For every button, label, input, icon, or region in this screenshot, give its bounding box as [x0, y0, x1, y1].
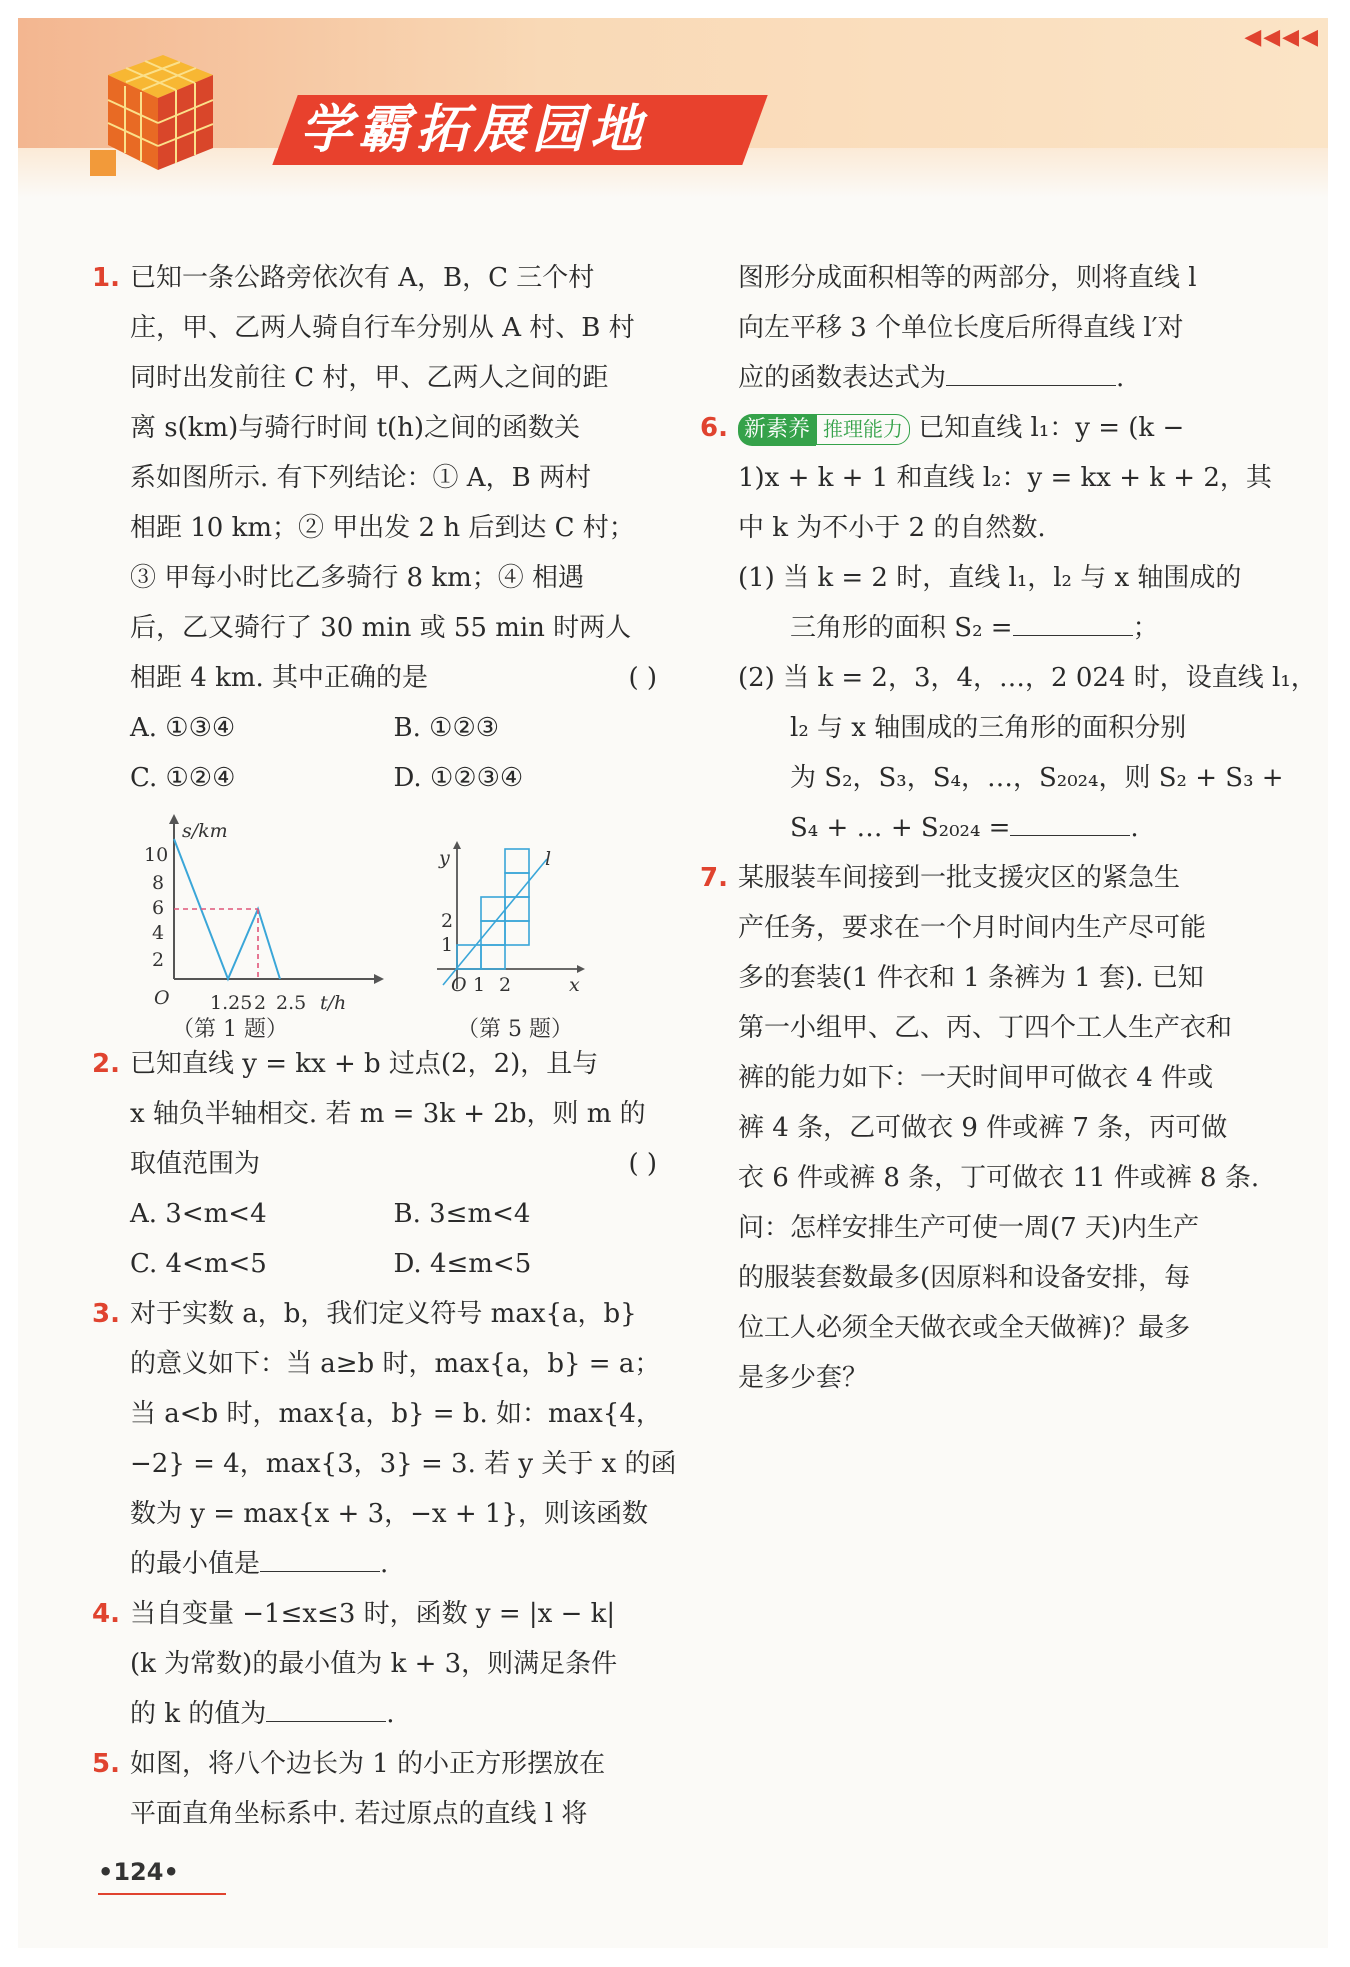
figure-5-graph — [427, 809, 597, 999]
question-line: 位工人必须全天做衣或全天做裤)？最多 — [738, 1313, 1191, 1343]
question-line — [130, 1539, 657, 1589]
period: . — [386, 1699, 395, 1729]
question-line: 1)x + k + 1 和直线 l₂：y = kx + k + 2，其 — [738, 463, 1272, 493]
question-line: 系如图所示. 有下列结论：① A，B 两村 — [130, 463, 591, 493]
question-number: 1. — [92, 263, 120, 293]
x-tick: 1 — [473, 974, 486, 996]
origin-label: O — [451, 974, 467, 996]
origin-label: O — [154, 987, 170, 1009]
question-line: 裤 4 条，乙可做衣 9 件或裤 7 条，丙可做 — [738, 1113, 1228, 1143]
question-line: 图形分成面积相等的两部分，则将直线 l — [738, 263, 1197, 293]
question-line: 已知直线 y = kx + b 过点(2，2)，且与 — [130, 1049, 599, 1079]
option-b: B. ①②③ — [393, 713, 500, 743]
figure-5-caption: （第 5 题） — [457, 1017, 573, 1042]
cube-icon — [88, 40, 218, 180]
question-1 — [92, 253, 657, 703]
question-text: 取值范围为 — [130, 1149, 261, 1179]
page-number: •124• — [98, 1858, 179, 1886]
subquestion-2-cont — [700, 803, 1270, 853]
left-column — [92, 253, 677, 1839]
right-column — [700, 253, 1317, 1403]
question-number: 2. — [92, 1049, 120, 1079]
options-row — [92, 1189, 657, 1239]
question-line: (k 为常数)的最小值为 k + 3，则满足条件 — [130, 1649, 618, 1679]
question-line: 某服装车间接到一批支援灾区的紧急生 — [738, 863, 1181, 893]
option-a: A. ①③④ — [130, 713, 236, 743]
question-line: 是多少套？ — [738, 1363, 869, 1393]
question-line: 向左平移 3 个单位长度后所得直线 l′对 — [738, 313, 1184, 343]
subquestion-1: (1) 当 k = 2 时，直线 l₁，l₂ 与 x 轴围成的 — [738, 563, 1242, 593]
option-d: D. 4≤m<5 — [393, 1249, 532, 1279]
question-line: 衣 6 件或裤 8 条，丁可做衣 11 件或裤 8 条. — [738, 1163, 1260, 1193]
question-text: 三角形的面积 S₂ = — [790, 613, 1013, 643]
question-line — [130, 1689, 657, 1739]
answer-blank — [266, 1691, 386, 1722]
arrows-icon: ◀◀◀◀ — [1244, 25, 1320, 50]
question-line: 的意义如下：当 a≥b 时，max{a，b} = a； — [130, 1349, 661, 1379]
y-axis-label: s/km — [182, 820, 228, 842]
question-number: 7. — [700, 863, 728, 893]
question-line — [130, 1139, 657, 1189]
y-tick: 10 — [144, 844, 169, 866]
question-text: 相距 4 km. 其中正确的是 — [130, 663, 429, 693]
subquestion-2-cont: l₂ 与 x 轴围成的三角形的面积分别 — [790, 713, 1187, 743]
question-line: 如图，将八个边长为 1 的小正方形摆放在 — [130, 1749, 606, 1779]
y-tick: 6 — [152, 897, 165, 919]
question-4 — [92, 1589, 657, 1739]
question-text: 应的函数表达式为 — [738, 363, 947, 393]
question-number: 4. — [92, 1599, 120, 1629]
y-tick: 4 — [152, 922, 165, 944]
x-tick: 2 — [499, 974, 512, 996]
question-line: 相距 10 km；② 甲出发 2 h 后到达 C 村； — [130, 513, 635, 543]
question-line — [738, 353, 1270, 403]
question-number: 5. — [92, 1749, 120, 1779]
options-row — [92, 753, 657, 803]
period: . — [1130, 813, 1139, 843]
subquestion-1-cont — [700, 603, 1270, 653]
question-line: 中 k 为不小于 2 的自然数. — [738, 513, 1046, 543]
period: . — [380, 1549, 389, 1579]
figure-1-caption: （第 1 题） — [172, 1017, 288, 1042]
section-title: 学霸拓展园地 — [300, 100, 649, 160]
answer-blank — [946, 355, 1116, 386]
options-row — [92, 1239, 657, 1289]
question-3 — [92, 1289, 677, 1589]
question-line: 对于实数 a，b，我们定义符号 max{a，b} — [130, 1299, 637, 1329]
question-number: 6. — [700, 413, 728, 443]
question-line: 问：怎样安排生产可使一周(7 天)内生产 — [738, 1213, 1200, 1243]
option-b: B. 3≤m<4 — [393, 1199, 531, 1229]
question-line: 已知一条公路旁依次有 A，B，C 三个村 — [130, 263, 595, 293]
option-c: C. ①②④ — [130, 763, 236, 793]
question-line: 当自变量 −1≤x≤3 时，函数 y = |x − k| — [130, 1599, 616, 1629]
answer-blank — [260, 1541, 380, 1572]
answer-blank — [1013, 605, 1133, 636]
y-axis-label: y — [439, 847, 450, 869]
reasoning-badge: 推理能力 — [816, 414, 910, 445]
question-7 — [700, 853, 1270, 1403]
line-label: l — [545, 848, 552, 870]
question-line: −2} = 4，max{3，3} = 3. 若 y 关于 x 的函 — [130, 1449, 677, 1479]
subquestion-2: (2) 当 k = 2，3，4，…，2 024 时，设直线 l₁， — [738, 663, 1317, 693]
x-tick: 1.25 — [210, 992, 253, 1014]
question-line: 的服装套数最多(因原料和设备安排，每 — [738, 1263, 1191, 1293]
y-tick: 2 — [152, 949, 165, 971]
option-a: A. 3<m<4 — [130, 1199, 267, 1229]
question-5-continued — [700, 253, 1270, 403]
figure-1-graph — [134, 809, 394, 1014]
y-tick: 2 — [441, 910, 454, 932]
page-number-underline — [98, 1893, 226, 1895]
question-5 — [92, 1739, 657, 1839]
question-6 — [700, 403, 1270, 553]
question-line: 第一小组甲、乙、丙、丁四个工人生产衣和 — [738, 1013, 1233, 1043]
question-line: 当 a<b 时，max{a，b} = b. 如：max{4， — [130, 1399, 662, 1429]
option-d: D. ①②③④ — [393, 763, 524, 793]
question-line: ③ 甲每小时比乙多骑行 8 km；④ 相遇 — [130, 563, 585, 593]
x-tick: 2 — [254, 992, 267, 1014]
option-c: C. 4<m<5 — [130, 1249, 267, 1279]
new-literacy-badge: 新素养 — [738, 414, 816, 446]
period: . — [1116, 363, 1125, 393]
question-line: 同时出发前往 C 村，甲、乙两人之间的距 — [130, 363, 609, 393]
question-line — [738, 403, 1270, 453]
question-line: 后，乙又骑行了 30 min 或 55 min 时两人 — [130, 613, 632, 643]
question-line: 产任务，要求在一个月时间内生产尽可能 — [738, 913, 1207, 943]
y-tick: 1 — [441, 934, 454, 956]
answer-blank — [1010, 805, 1130, 836]
question-line: 裤的能力如下：一天时间甲可做衣 4 件或 — [738, 1063, 1214, 1093]
x-tick: 2.5 — [276, 992, 307, 1014]
question-line: 数为 y = max{x + 3，−x + 1}，则该函数 — [130, 1499, 648, 1529]
x-axis-label: t/h — [320, 992, 347, 1014]
question-text: 已知直线 l₁：y = (k − — [918, 413, 1185, 443]
question-text: 的最小值是 — [130, 1549, 261, 1579]
subquestion-2-cont: 为 S₂，S₃，S₄，…，S₂₀₂₄，则 S₂ + S₃ + — [790, 763, 1284, 793]
question-number: 3. — [92, 1299, 120, 1329]
question-text: 的 k 的值为 — [130, 1699, 267, 1729]
question-line: 平面直角坐标系中. 若过原点的直线 l 将 — [130, 1799, 588, 1829]
question-text: S₄ + … + S₂₀₂₄ = — [790, 813, 1011, 843]
question-2 — [92, 1039, 657, 1189]
question-line: x 轴负半轴相交. 若 m = 3k + 2b，则 m 的 — [130, 1099, 646, 1129]
question-line — [130, 653, 657, 703]
question-line: 离 s(km)与骑行时间 t(h)之间的函数关 — [130, 413, 581, 443]
answer-paren: ( ) — [628, 1149, 657, 1179]
options-row — [92, 703, 657, 753]
x-axis-label: x — [569, 974, 580, 996]
answer-paren: ( ) — [628, 663, 657, 693]
figures-row — [92, 803, 657, 1042]
y-tick: 8 — [152, 872, 165, 894]
question-line: 庄，甲、乙两人骑自行车分别从 A 村、B 村 — [130, 313, 635, 343]
semicolon: ； — [1132, 613, 1159, 643]
question-line: 多的套装(1 件衣和 1 条裤为 1 套). 已知 — [738, 963, 1204, 993]
